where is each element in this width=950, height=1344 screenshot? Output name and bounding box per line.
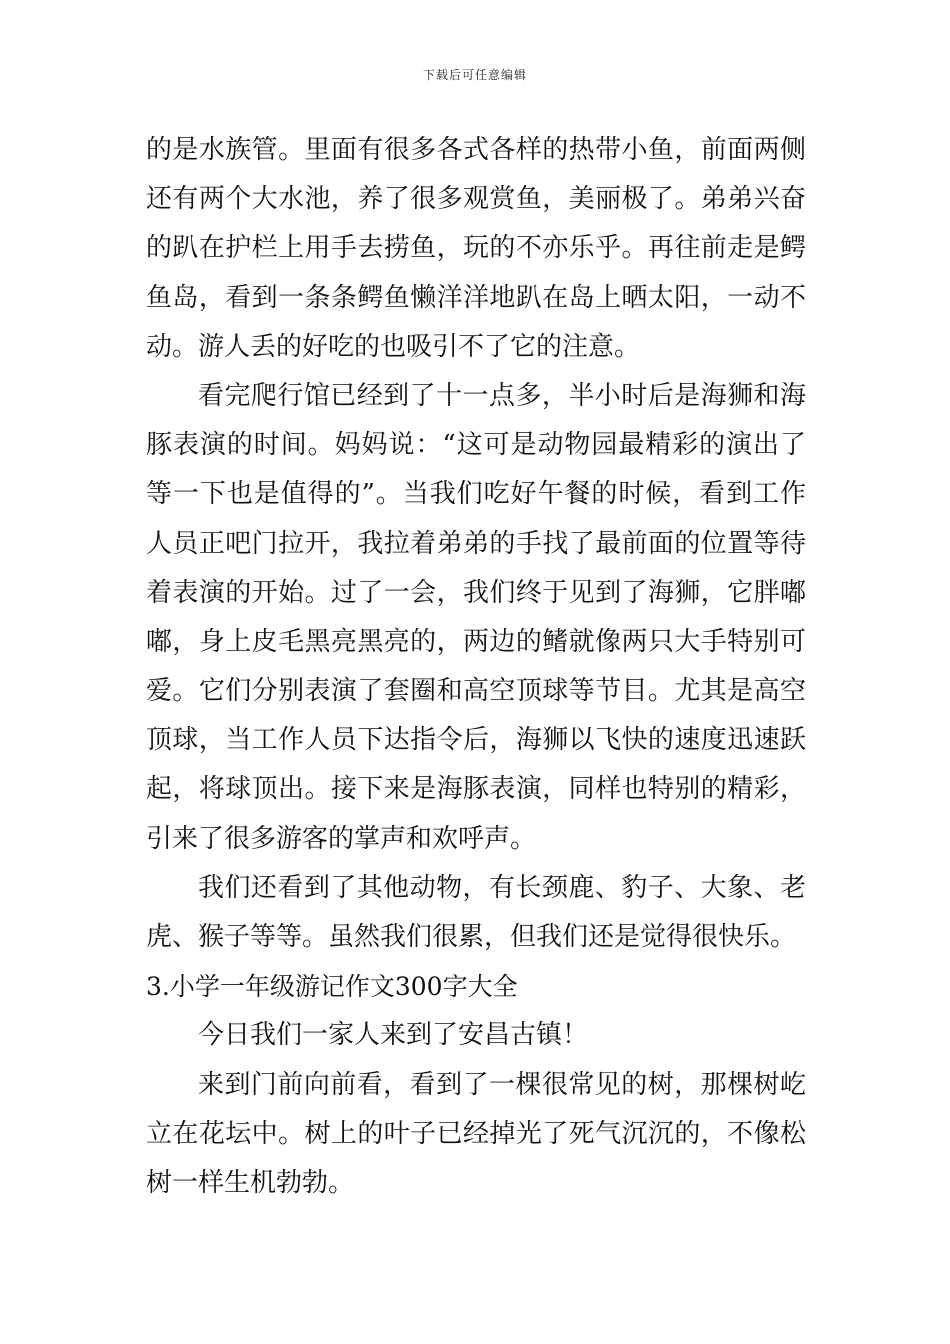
text-line: 虎、猴子等等。虽然我们很累，但我们还是觉得很快乐。: [146, 922, 797, 952]
text-line: 人员正吧门拉开，我拉着弟弟的手找了最前面的位置等待: [146, 528, 806, 559]
paragraph-start-line: 我们还看到了其他动物，有长颈鹿、豹子、大象、老: [198, 872, 806, 903]
text-line: 豚表演的时间。妈妈说：“这可是动物园最精彩的演出了: [146, 430, 806, 461]
text-line: 等一下也是值得的”。当我们吃好午餐的时候，看到工作: [146, 479, 806, 510]
text-line: 嘟，身上皮毛黑亮黑亮的，两边的鳍就像两只大手特别可: [146, 626, 806, 657]
text-line: 鱼岛，看到一条条鳄鱼懒洋洋地趴在岛上晒太阳，一动不: [146, 282, 806, 313]
document-body: [146, 126, 806, 1208]
paragraph-start-line: 看完爬行馆已经到了十一点多，半小时后是海狮和海: [198, 380, 806, 411]
paragraph-start-line: 今日我们一家人来到了安昌古镇！: [198, 1020, 589, 1051]
paragraph-start-line: 来到门前向前看，看到了一棵很常见的树，那棵树屹: [198, 1069, 806, 1100]
text-line: 着表演的开始。过了一会，我们终于见到了海狮，它胖嘟: [146, 577, 806, 608]
text-line: 爱。它们分别表演了套圈和高空顶球等节目。尤其是高空: [146, 676, 806, 707]
text-line: 起，将球顶出。接下来是海豚表演，同样也特别的精彩，: [146, 774, 806, 805]
text-line: 立在花坛中。树上的叶子已经掉光了死气沉沉的，不像松: [146, 1118, 806, 1149]
text-line: 动。游人丢的好吃的也吸引不了它的注意。: [146, 331, 641, 362]
page-header: 下载后可任意编辑: [422, 68, 527, 82]
text-line: 顶球，当工作人员下达指令后，海狮以飞快的速度迅速跃: [146, 725, 806, 756]
text-line: 的是水族管。里面有很多各式各样的热带小鱼，前面两侧: [146, 135, 806, 165]
section-heading: 3.小学一年级游记作文300字大全: [146, 972, 518, 1002]
text-line: 树一样生机勃勃。: [146, 1167, 355, 1198]
text-line: 还有两个大水池，养了很多观赏鱼，美丽极了。弟弟兴奋: [146, 184, 806, 215]
text-line: 引来了很多游客的掌声和欢呼声。: [146, 823, 537, 854]
text-line: 的趴在护栏上用手去捞鱼，玩的不亦乐乎。再往前走是鳄: [146, 233, 806, 264]
